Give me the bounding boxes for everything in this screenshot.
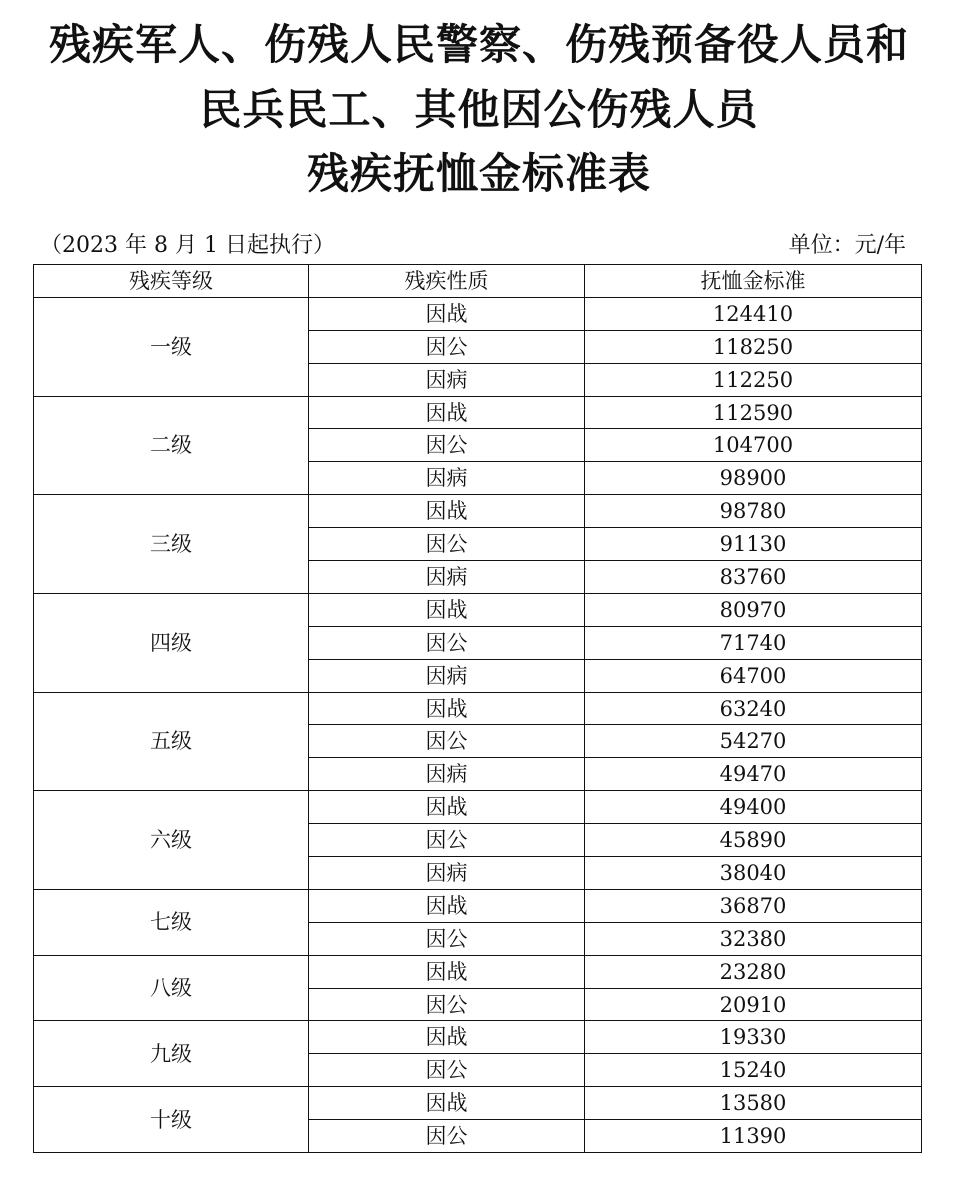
table-row [34,1087,922,1120]
disability-nature-cell: 因战 [309,889,585,922]
document-title-line-1: 残疾军人、伤残人民警察、伤残预备役人员和 [48,20,909,69]
disability-nature-cell: 因战 [309,593,585,626]
pension-amount-cell: 71740 [585,626,922,659]
pension-amount-cell: 91130 [585,528,922,561]
disability-level-cell: 四级 [34,593,309,692]
pension-amount-cell: 80970 [585,593,922,626]
pension-amount-cell: 19330 [585,1021,922,1054]
disability-nature-cell: 因战 [309,692,585,725]
pension-amount-cell: 54270 [585,725,922,758]
pension-amount-cell: 36870 [585,889,922,922]
disability-nature-cell: 因公 [309,824,585,857]
disability-nature-cell: 因病 [309,462,585,495]
disability-nature-cell: 因战 [309,495,585,528]
disability-nature-cell: 因公 [309,1054,585,1087]
disability-nature-cell: 因战 [309,297,585,330]
disability-nature-cell: 因公 [309,988,585,1021]
pension-amount-cell: 64700 [585,659,922,692]
table-row [34,495,922,528]
header-disability-nature: 残疾性质 [309,265,585,298]
pension-amount-cell: 112590 [585,396,922,429]
disability-nature-cell: 因公 [309,429,585,462]
effective-date-note: （2023 年 8 月 1 日起执行） [40,233,335,258]
pension-amount-cell: 20910 [585,988,922,1021]
pension-amount-cell: 98780 [585,495,922,528]
pension-amount-cell: 63240 [585,692,922,725]
disability-level-cell: 五级 [34,692,309,791]
disability-level-cell: 七级 [34,889,309,955]
disability-nature-cell: 因战 [309,396,585,429]
disability-level-cell: 十级 [34,1087,309,1153]
pension-amount-cell: 124410 [585,297,922,330]
disability-level-cell: 六级 [34,791,309,890]
disability-level-cell: 九级 [34,1021,309,1087]
pension-standard-table [33,264,922,1153]
pension-amount-cell: 11390 [585,1120,922,1153]
unit-note: 单位：元/年 [788,233,906,258]
disability-level-cell: 二级 [34,396,309,495]
disability-level-cell: 一级 [34,297,309,396]
table-row [34,791,922,824]
header-row [34,265,922,298]
disability-nature-cell: 因战 [309,791,585,824]
disability-nature-cell: 因公 [309,725,585,758]
disability-nature-cell: 因公 [309,626,585,659]
table-row [34,593,922,626]
pension-amount-cell: 15240 [585,1054,922,1087]
table-row [34,889,922,922]
document-title-line-2: 民兵民工、其他因公伤残人员 [199,85,759,134]
header-pension-amount: 抚恤金标准 [585,265,922,298]
disability-nature-cell: 因病 [309,363,585,396]
table-row [34,692,922,725]
disability-nature-cell: 因公 [309,330,585,363]
pension-amount-cell: 32380 [585,922,922,955]
document-title-line-3: 残疾抚恤金标准表 [306,149,651,198]
disability-nature-cell: 因战 [309,1087,585,1120]
table-header [34,265,922,298]
pension-amount-cell: 118250 [585,330,922,363]
pension-amount-cell: 38040 [585,857,922,890]
disability-level-cell: 八级 [34,955,309,1021]
pension-amount-cell: 49400 [585,791,922,824]
table-row [34,955,922,988]
disability-nature-cell: 因病 [309,758,585,791]
disability-nature-cell: 因公 [309,1120,585,1153]
disability-nature-cell: 因战 [309,1021,585,1054]
disability-nature-cell: 因战 [309,955,585,988]
disability-nature-cell: 因病 [309,659,585,692]
pension-amount-cell: 13580 [585,1087,922,1120]
disability-nature-cell: 因病 [309,857,585,890]
disability-nature-cell: 因公 [309,922,585,955]
pension-amount-cell: 45890 [585,824,922,857]
pension-amount-cell: 83760 [585,561,922,594]
pension-amount-cell: 104700 [585,429,922,462]
disability-nature-cell: 因公 [309,528,585,561]
disability-nature-cell: 因病 [309,561,585,594]
disability-level-cell: 三级 [34,495,309,594]
pension-amount-cell: 49470 [585,758,922,791]
table-body [34,297,922,1152]
table-row [34,396,922,429]
table-row [34,297,922,330]
pension-amount-cell: 112250 [585,363,922,396]
pension-amount-cell: 23280 [585,955,922,988]
header-disability-level: 残疾等级 [34,265,309,298]
pension-amount-cell: 98900 [585,462,922,495]
table-row [34,1021,922,1054]
